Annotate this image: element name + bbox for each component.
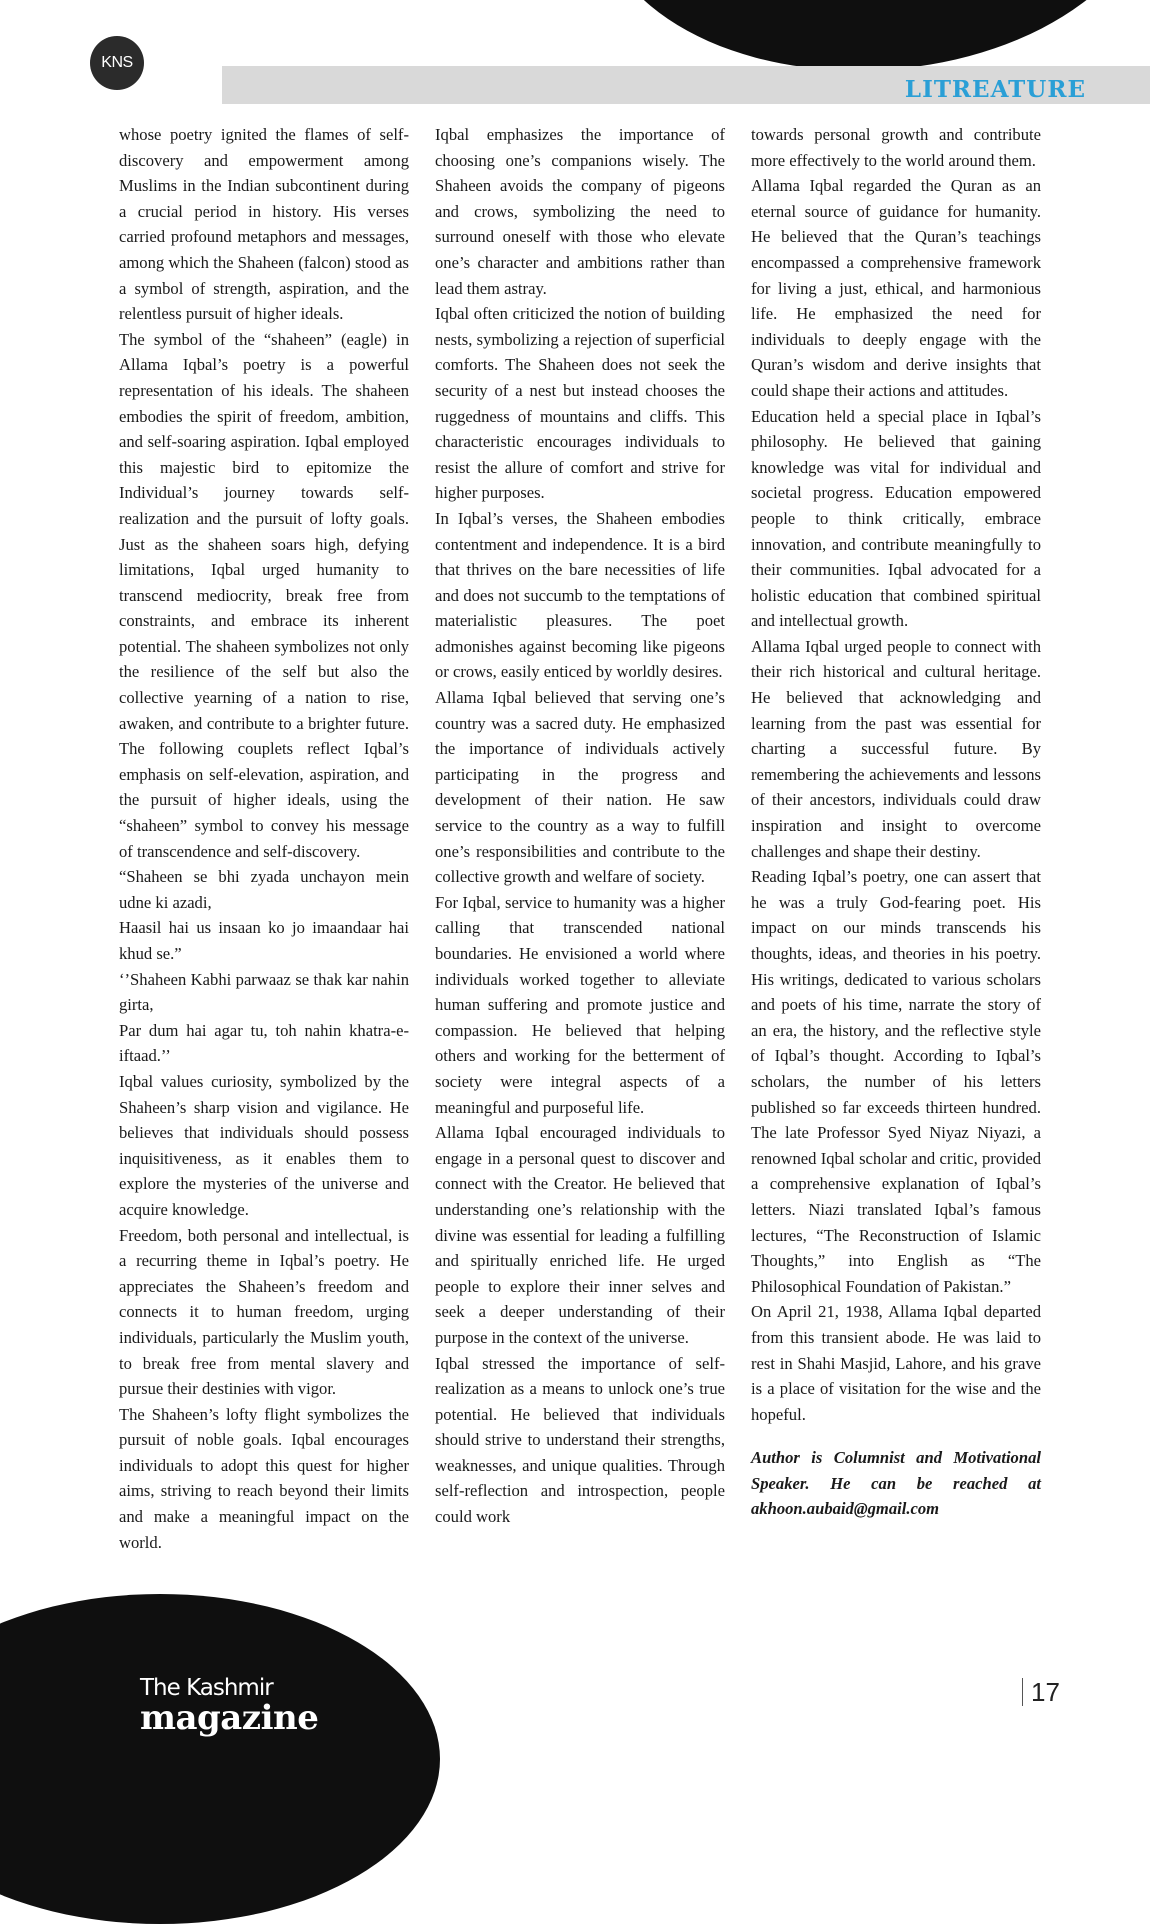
couplet-line: Par dum hai agar tu, toh nahin khatra-e-iftaad.’’ bbox=[119, 1020, 409, 1066]
couplet-line: “Shaheen se bhi zyada unchayon mein udne ki azadi, bbox=[119, 867, 409, 912]
paragraph: Iqbal emphasizes the importance of choosing one’s companions wisely. The Shaheen avoids the company of pigeons and crows, symbolizing the need to surround oneself with those who elevate one’s character and ambitions rather than lead them astray. bbox=[435, 125, 725, 298]
column-3 bbox=[751, 122, 1041, 1522]
section-label: LITREATURE bbox=[904, 76, 1086, 103]
paragraph: In Iqbal’s verses, the Shaheen embodies contentment and independence. It is a bird that thrives on the bare necessities of life and does not succumb to the temptations of materialistic pleasures. The poet admonishes against becoming like pigeons or crows, easily enticed by worldly desires. bbox=[435, 508, 725, 682]
paragraph: Reading Iqbal’s poetry, one can assert that he was a truly God-fearing poet. His impact on our minds transcends his thoughts, ideas, and theories in his poetry. His writings, dedicated to various scholars and poets of his time, narrate the story of an era, the history, and the reflective style of Iqbal’s thought. According to Iqbal’s scholars, the number of his letters published so far exceeds thirteen hundred. The late Professor Syed Niyaz Niyazi, a renowned Iqbal scholar and critic, provided a comprehensive explanation of Iqbal’s letters. Niazi translated Iqbal’s famous lectures, “The Reconstruction of Islamic Thoughts,” into English as “The Philosophical Foundation of Pakistan.” bbox=[751, 867, 1041, 1296]
couplet-line: ‘’Shaheen Kabhi parwaaz se thak kar nahin girta, bbox=[119, 969, 409, 1015]
paragraph: For Iqbal, service to humanity was a higher calling that transcended national boundaries. He envisioned a world where individuals worked together to alleviate human suffering and promote justice and compassion. He believed that helping others and working for the betterment of society were integral aspects of a meaningful and purposeful life. bbox=[435, 892, 725, 1117]
paragraph: whose poetry ignited the flames of self-discovery and empowerment among Muslims in the Indian subcontinent during a crucial period in history. His verses carried profound metaphors and messages, among which the Shaheen (falcon) stood as a symbol of strength, aspiration, and the relentless pursuit of higher ideals. bbox=[119, 125, 409, 324]
paragraph: Iqbal values curiosity, symbolized by the Shaheen’s sharp vision and vigilance. He believes that individuals should possess inquisitiveness, as it enables them to explore the mysteries of the universe and acquire knowledge. bbox=[119, 1071, 409, 1219]
footer-decor-shape bbox=[0, 1594, 440, 1924]
paragraph: Allama Iqbal urged people to connect with their rich historical and cultural heritage. He believed that acknowledging and learning from the past was essential for charting a successful future. By remembering the achievements and lessons of their ancestors, individuals could draw inspiration and insight to overcome challenges and shape their destiny. bbox=[751, 636, 1041, 861]
paragraph: Allama Iqbal regarded the Quran as an eternal source of guidance for humanity. He believed that the Quran’s teachings encompassed a comprehensive framework for living a just, ethical, and harmonious life. He emphasized the need for individuals to deeply engage with the Quran’s wisdom and derive insights that could shape their actions and attitudes. bbox=[751, 176, 1041, 400]
paragraph: Iqbal stressed the importance of self-realization as a means to unlock one’s true potential. He believed that individuals should strive to understand their strengths, weaknesses, and unique qualities. Through self-reflection and introspection, people could work bbox=[435, 1353, 725, 1527]
paragraph: Education held a special place in Iqbal’s philosophy. He believed that gaining knowledge was vital for individual and societal progress. Education empowered people to think critically, embrace innovation, and contribute meaningfully to their communities. Iqbal advocated for a holistic education that combined spiritual and intellectual growth. bbox=[751, 406, 1041, 631]
magazine-logo-line1: The Kashmir bbox=[140, 1675, 273, 1701]
paragraph: Iqbal often criticized the notion of building nests, symbolizing a rejection of superficial comforts. The Shaheen does not seek the security of a nest but instead chooses the ruggedness of mountains and cliffs. This characteristic encourages individuals to resist the allure of comfort and strive for higher purposes. bbox=[435, 304, 725, 503]
page-number: 17 bbox=[1022, 1678, 1060, 1706]
paragraph: The symbol of the “shaheen” (eagle) in Allama Iqbal’s poetry is a powerful representation of his ideals. The shaheen embodies the spirit of freedom, ambition, and self-soaring aspiration. Iqbal employed this majestic bird to epitomize the Individual’s journey towards self-realization and the pursuit of lofty goals. Just as the shaheen soars high, defying limitations, Iqbal urged humanity to transcend mediocrity, break free from constraints, and embrace its inherent potential. The shaheen symbolizes not only the resilience of the self but also the collective yearning of a nation to rise, awaken, and contribute to a brighter future. The following couplets reflect Iqbal’s emphasis on self-elevation, aspiration, and the pursuit of higher ideals, using the “shaheen” symbol to convey his message of transcendence and self-discovery. bbox=[119, 329, 409, 861]
paragraph: The Shaheen’s lofty flight symbolizes the pursuit of noble goals. Iqbal encourages individuals to adopt this quest for higher aims, striving to reach beyond their limits and make a meaningful impact on the world. bbox=[119, 1404, 409, 1552]
column-2 bbox=[435, 122, 725, 1530]
spacer bbox=[751, 1427, 1041, 1445]
author-note: Author is Columnist and Motivational Speaker. He can be reached at akhoon.aubaid@gmail.com bbox=[751, 1448, 1041, 1519]
paragraph: towards personal growth and contribute more effectively to the world around them. bbox=[751, 125, 1041, 170]
magazine-logo-line2: magazine bbox=[140, 1698, 319, 1738]
paragraph: On April 21, 1938, Allama Iqbal departed from this transient abode. He was laid to rest in Shahi Masjid, Lahore, and his grave is a place of visitation for the wise and the hopeful. bbox=[751, 1302, 1041, 1424]
paragraph: Allama Iqbal encouraged individuals to engage in a personal quest to discover and connect with the Creator. He believed that understanding one’s relationship with the divine was essential for leading a fulfilling and spiritually enriched life. He urged people to explore their inner selves and seek a deeper understanding of their purpose in the context of the universe. bbox=[435, 1123, 725, 1347]
paragraph: Allama Iqbal believed that serving one’s country was a sacred duty. He emphasized the importance of individuals actively participating in the progress and development of their nation. He saw service to the country as a way to fulfill one’s responsibilities and contribute to the collective growth and welfare of society. bbox=[435, 688, 725, 887]
kns-logo: KNS bbox=[90, 36, 144, 90]
column-1 bbox=[119, 122, 409, 1555]
couplet-line: Haasil hai us insaan ko jo imaandaar hai khud se.” bbox=[119, 918, 409, 963]
paragraph: Freedom, both personal and intellectual, is a recurring theme in Iqbal’s poetry. He appreciates the Shaheen’s freedom and connects it to human freedom, urging individuals, particularly the Muslim youth, to break free from mental slavery and pursue their destinies with vigor. bbox=[119, 1225, 409, 1399]
magazine-logo bbox=[140, 1675, 319, 1738]
